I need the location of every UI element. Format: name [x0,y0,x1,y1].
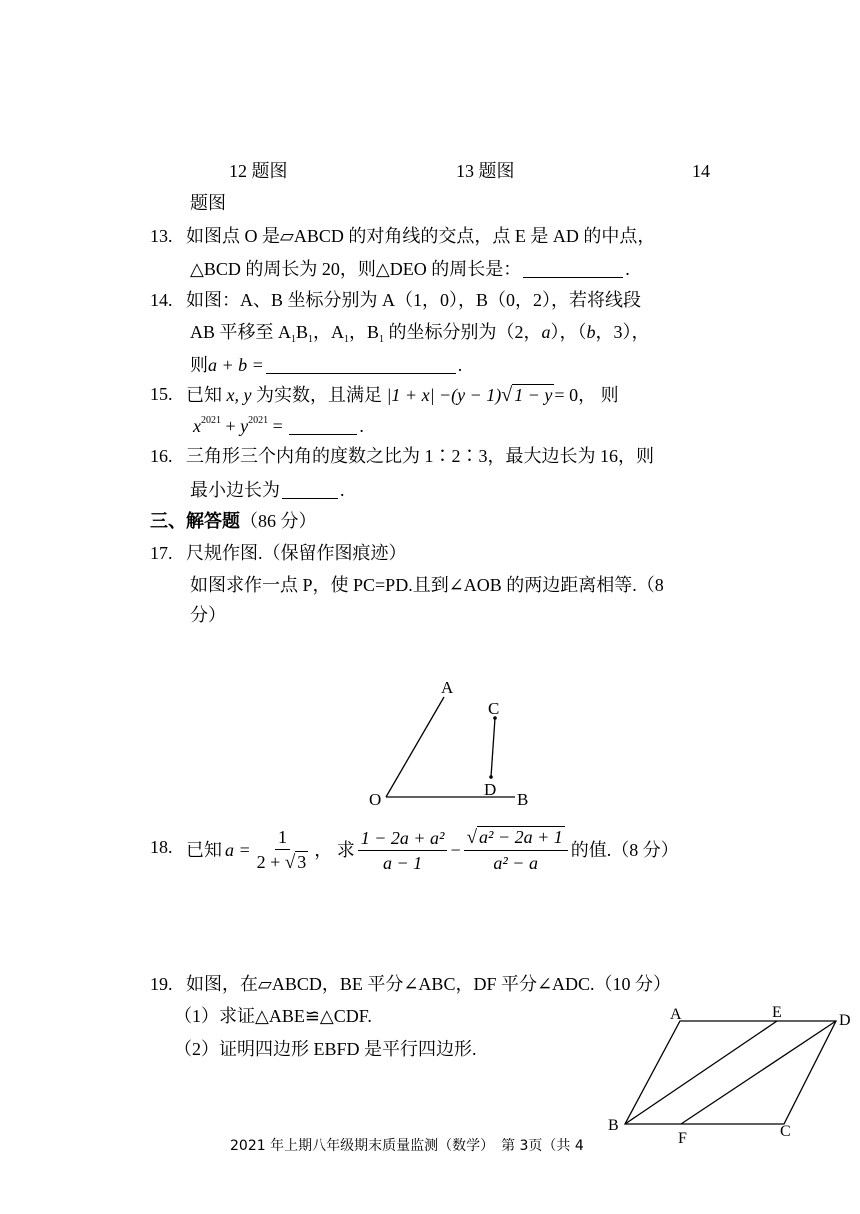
q13-answer-blank [523,259,623,278]
q15-line2 [193,416,364,435]
caption-q12: 12 题图 [229,161,288,181]
q18-minus: − [450,840,461,860]
q15-answer-blank [289,416,357,435]
label-e: E [772,1004,782,1021]
q13-line1: 如图点 O 是▱ABCD 的对角线的交点，点 E 是 AD 的中点， [186,226,656,246]
q17-line1: 尺规作图.（保留作图痕迹） [186,543,407,563]
caption-q14-number: 14 [692,161,710,181]
q17-line3: 分） [190,605,226,625]
q15-radical-sign: √ [501,384,513,406]
q14-number: 14. [150,290,173,310]
label-b: B [608,1117,619,1134]
q14-var-a: a [541,322,551,342]
q19-sub1: （1）求证△ABE≌△CDF. [174,1006,372,1026]
q18-radical-2: √ [466,827,478,848]
q18-line [186,822,679,878]
q15-equation-tail: = 0 [554,385,579,405]
q15-number: 15. [150,384,173,404]
q16-line2 [190,480,345,499]
label-b: B [517,790,529,809]
q19-figure [600,1000,860,1150]
q19-sub2: （2）证明四边形 EBFD 是平行四边形. [174,1039,477,1059]
q13-line2-text: △BCD 的周长为 20，则△DEO 的周长是： [190,259,522,279]
q16-line2-text: 最小边长为 [190,480,280,500]
q18-end: 的值.（8 分） [570,840,679,860]
label-o: O [369,790,382,809]
q14-seg-e: 的坐标分别为（2， [384,322,542,342]
q18-fraction-a-den-const: 2 + [256,852,285,872]
q13-line2 [190,259,630,278]
q18-fraction-a [254,828,312,872]
caption-q14-text: 题图 [190,193,226,213]
q14-line1: 如图：A、B 坐标分别为 A（1，0），B（0，2），若将线段 [186,290,642,310]
q18-number: 18. [150,837,173,857]
q14-sub-4: 1 [379,334,385,345]
q14-sub-3: 1 [344,334,350,345]
q14-line3 [190,355,462,374]
q15-then: ， 则 [578,385,619,405]
q14-line2 [190,323,650,345]
q14-answer-blank [266,355,456,374]
q18-fraction-b [358,829,448,872]
label-d: D [839,1012,851,1029]
q15-y: y [240,416,249,436]
segment-df [681,1021,836,1124]
q14-seg-g: ，3）， [595,322,650,342]
q19-number: 19. [150,974,173,994]
q18-fraction-c-den: a² − a [493,853,538,873]
q16-line1: 三角形三个内角的度数之比为 1∶2∶3，最大边长为 16，则 [186,446,654,466]
q18-radicand-1: 3 [297,852,307,872]
q19-line1: 如图，在▱ABCD，BE 平分∠ABC，DF 平分∠ADC.（10 分） [186,974,672,994]
q17-line2: 如图求作一点 P，使 PC=PD.且到∠AOB 的两边距离相等.（8 [190,575,664,595]
q18-fraction-a-den [254,850,312,872]
q13-tail: . [625,259,630,279]
q15-plus: + [221,416,241,436]
q13-number: 13. [150,226,173,246]
q15-radicand: 1 − y [514,385,553,405]
segment-cd [491,718,495,777]
q14-var-b: b [586,322,596,342]
q14-sub-2: 1 [308,334,314,345]
q14-seg-f: ），（ [550,322,587,342]
label-c: C [780,1123,791,1140]
q14-seg-c: ，A [313,322,345,342]
q14-line3-prefix: 则 [190,355,208,375]
section3-points: （86 分） [240,511,317,531]
q15-exp-y: 2021 [248,415,269,426]
q17-number: 17. [150,543,173,563]
q14-expression: a + b = [208,355,264,375]
q15-vars: x, y [226,385,252,405]
segment-be [625,1021,777,1124]
q14-seg-d: ，B [349,322,380,342]
label-c: C [488,699,500,718]
q16-tail: . [340,480,345,500]
caption-q13: 13 题图 [456,161,515,181]
q14-seg-a: AB 平移至 A [190,322,292,342]
q15-line1 [186,385,619,405]
q18-fraction-b-den: a − 1 [383,852,423,873]
q15-equation: |1 + x| −(y − 1) [386,385,502,405]
section3-title: 三、解答题 [150,511,240,531]
label-a: A [670,1006,682,1023]
q18-fraction-c [464,828,568,872]
q15-x: x [193,416,201,436]
q18-radicand-2: a² − 2a + 1 [479,827,563,847]
q16-answer-blank [282,480,338,499]
parallelogram-abcd [625,1021,836,1124]
q15-eq: = [268,416,288,436]
label-f: F [678,1130,687,1147]
q16-number: 16. [150,446,173,466]
q18-fraction-b-num: 1 − 2a + a² [358,829,448,851]
q15-given: 已知 [186,385,222,405]
q15-condition-text: 为实数，且满足 [255,385,382,405]
section3-heading [150,512,317,530]
q18-ask: ， 求 [314,840,355,860]
q18-radical-1: √ [284,852,296,873]
q15-tail: . [359,416,364,436]
label-a: A [441,678,454,697]
q14-seg-b: B [296,322,309,342]
q14-sub-1: 1 [291,334,297,345]
q17-figure [360,675,540,810]
q18-fraction-a-num: 1 [275,828,290,850]
q18-given: 已知 [186,840,222,860]
q14-tail: . [457,355,463,375]
q18-a-eq: a = [225,840,251,860]
q15-exp-x: 2021 [201,415,221,426]
ray-oa [386,697,444,797]
page-footer: 2021 年上期八年级期末质量监测（数学） 第 3页（共 4 [230,1138,584,1154]
q18-fraction-c-num [464,828,568,851]
point-d [489,775,493,779]
label-d: D [484,780,497,799]
